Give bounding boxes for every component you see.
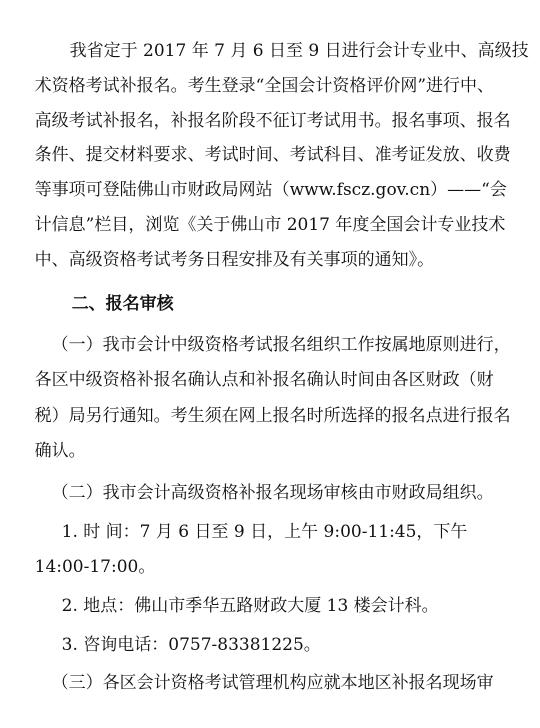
para1-line-1: 我省定于 2017 年 7 月 6 日至 9 日进行会计专业中、高级技 <box>69 41 529 61</box>
item1-line-1: （一）我市会计中级资格考试报名组织工作按属地原则进行， <box>51 335 511 355</box>
item1-line-2: 各区中级资格补报名确认点和补报名确认时间由各区财政（财 <box>34 370 494 390</box>
section-heading: 二、报名审核 <box>71 294 174 314</box>
place-line: 2. 地点：佛山市季华五路财政大厦 13 楼会计科。 <box>61 596 439 616</box>
phone-line: 3. 咨询电话：0757-83381225。 <box>61 635 321 655</box>
item1-line-4: 确认。 <box>34 441 86 461</box>
time-line-2: 14:00-17:00。 <box>34 557 156 577</box>
item2-line: （二）我市会计高级资格补报名现场审核由市财政局组织。 <box>51 483 494 503</box>
para1-line-3: 高级考试补报名，补报名阶段不征订考试用书。报名事项、报名 <box>34 111 511 131</box>
item1-line-3: 税）局另行通知。考生须在网上报名时所选择的报名点进行报名 <box>34 406 511 426</box>
para1-line-7: 中、高级资格考试考务日程安排及有关事项的通知》。 <box>34 250 435 270</box>
para1-line-2: 术资格考试补报名。考生登录“全国会计资格评价网”进行中、 <box>34 76 495 96</box>
item3-line: （三）各区会计资格考试管理机构应就本地区补报名现场审 <box>51 673 494 693</box>
para1-line-4: 条件、提交材料要求、考试时间、考试科目、准考证发放、收费 <box>34 145 511 165</box>
para1-line-5: 等事项可登陆佛山市财政局网站（www.fscz.gov.cn）——“会 <box>34 180 507 200</box>
time-line-1: 1. 时 间：7 月 6 日至 9 日，上午 9:00-11:45，下午 <box>61 522 468 542</box>
para1-line-6: 计信息”栏目，浏览《关于佛山市 2017 年度全国会计专业技术 <box>34 215 506 235</box>
